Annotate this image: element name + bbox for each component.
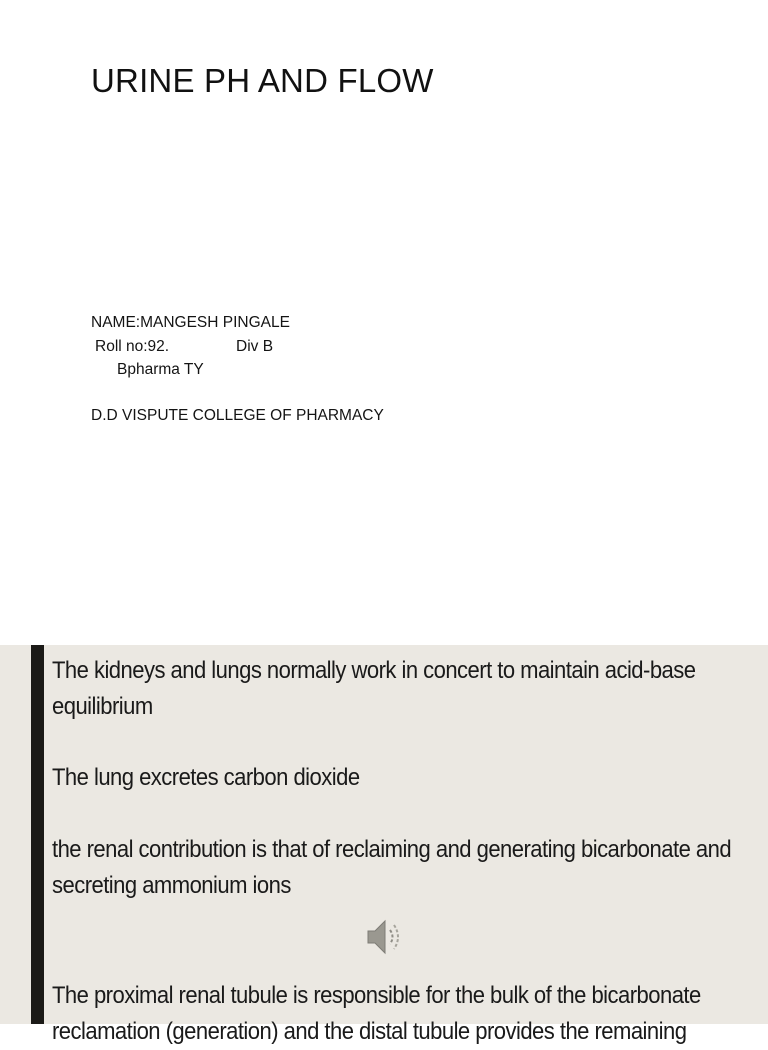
slide-title: URINE PH AND FLOW: [91, 62, 434, 99]
paragraph-acid-base-line2: equilibrium: [52, 693, 153, 720]
paragraph-proximal-line1: The proximal renal tubule is responsible for the bulk of the bicarbonate: [52, 982, 701, 1009]
college-name: D.D VISPUTE COLLEGE OF PHARMACY: [91, 407, 384, 424]
roll-number: Roll no:92.: [95, 338, 170, 355]
content-slide: [0, 645, 768, 1045]
student-name: NAME:MANGESH PINGALE: [91, 314, 290, 331]
division: Div B: [236, 338, 274, 355]
slide-accent-bar: [31, 645, 44, 1024]
course: Bpharma TY: [117, 361, 204, 378]
paragraph-proximal-line2: reclamation (generation) and the distal tubule provides the remaining: [52, 1018, 687, 1045]
paragraph-lung: The lung excretes carbon dioxide: [52, 764, 360, 791]
paragraph-acid-base-line1: The kidneys and lungs normally work in concert to maintain acid-base: [52, 657, 696, 684]
paragraph-renal-line1: the renal contribution is that of reclaiming and generating bicarbonate and: [52, 836, 732, 863]
speaker-icon[interactable]: [364, 915, 404, 959]
paragraph-renal-line2: secreting ammonium ions: [52, 872, 291, 899]
